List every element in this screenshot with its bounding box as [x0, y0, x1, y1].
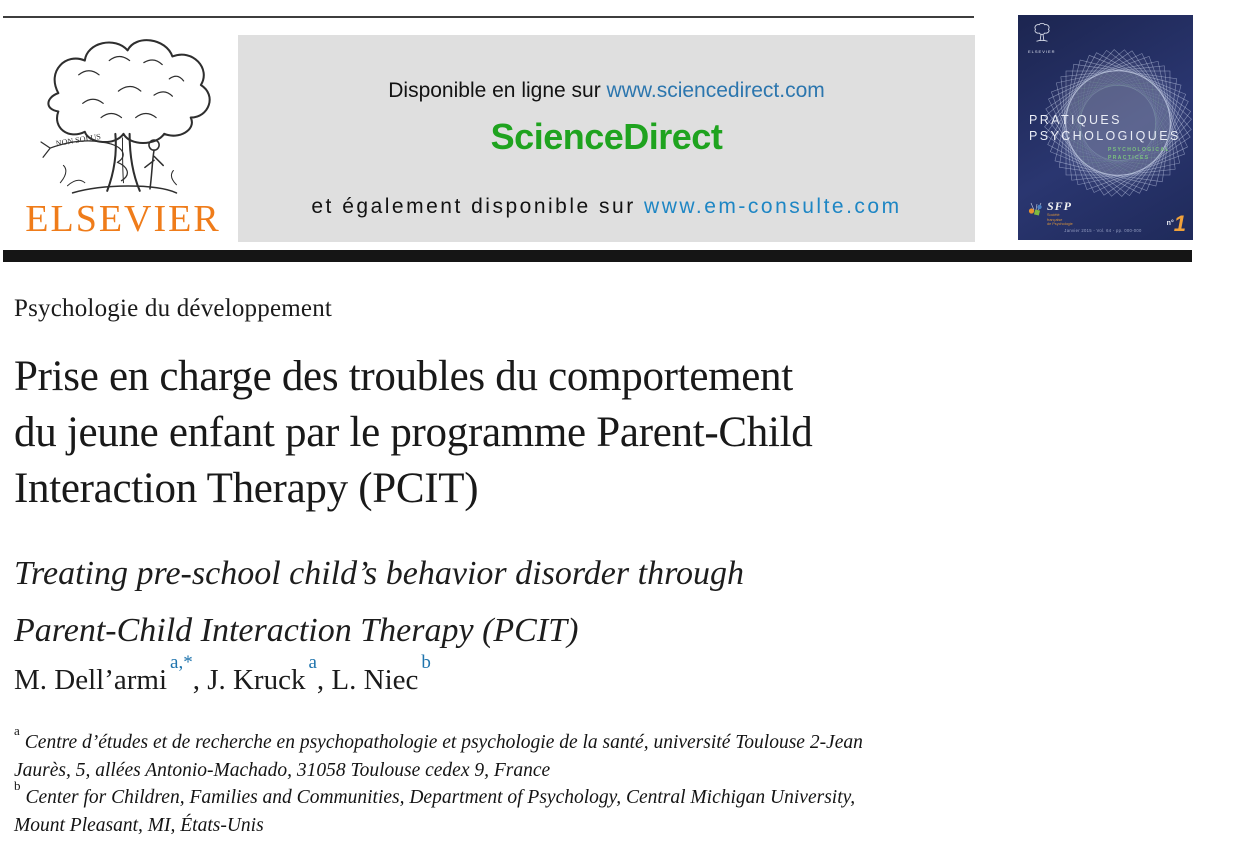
affiliation: $^b$Center for Children, Families and Communities, Department of Psychology, Central Michigan University, Mount Pleasant, MI, États-Unis	[14, 777, 856, 836]
availability-line-1	[238, 79, 975, 103]
issue-number-label: n°	[1166, 220, 1174, 227]
section-heading: Psychologie du développement	[14, 295, 333, 322]
availability-line-2	[238, 195, 975, 219]
article-title-fr-line3: Interaction Therapy (PCIT)	[14, 465, 479, 512]
availability-line-2-text: et également disponible sur	[311, 195, 645, 218]
cover-journal-title-line1: PRATIQUES	[1029, 113, 1122, 127]
em-consulte-link[interactable]: www.em-consulte.com	[644, 195, 902, 218]
sfp-mark-icon	[1027, 200, 1045, 220]
article-title-en-line2: Parent-Child Interaction Therapy (PCIT)	[14, 612, 579, 649]
author: M. Dell’armi$^{a,*}$	[14, 652, 193, 696]
cover-journal-title	[1029, 113, 1181, 144]
cover-publisher-label: ELSEVIER	[1028, 49, 1056, 54]
sciencedirect-wordmark: ScienceDirect	[490, 116, 723, 157]
article-title-en	[14, 545, 944, 659]
elsevier-tree-logo	[21, 30, 226, 198]
top-rule	[3, 16, 974, 18]
affiliation-list	[14, 722, 1014, 839]
cover-issue-info: Janvier 2015 - Vol. 64 - pp. 000-000	[1064, 228, 1142, 233]
availability-line-1-text: Disponible en ligne sur	[388, 79, 607, 102]
sfp-logo	[1027, 200, 1073, 227]
article-title-fr-line1: Prise en charge des troubles du comportement	[14, 353, 793, 400]
cover-elsevier-tree-icon	[1031, 22, 1053, 44]
sciencedirect-link[interactable]: www.sciencedirect.com	[606, 79, 825, 102]
cover-elsevier-logo	[1028, 22, 1056, 54]
elsevier-logo-block	[12, 30, 234, 238]
article-title-fr-line2: du jeune enfant par le programme Parent-Child	[14, 409, 813, 456]
divider-bar	[3, 250, 1192, 262]
author: J. Kruck$^a$	[207, 652, 317, 696]
availability-banner	[238, 35, 975, 242]
author-list: M. Dell’armi$^{a,*}$, J. Kruck$^a$, L. Niec$^b$	[14, 652, 431, 696]
elsevier-wordmark: ELSEVIER	[25, 198, 221, 240]
article-title-fr	[14, 349, 1004, 517]
author: L. Niec$^b$	[331, 652, 431, 696]
cover-journal-title-line2: PSYCHOLOGIQUES	[1029, 128, 1181, 143]
issue-number-value: 1	[1173, 211, 1185, 236]
affiliation: $^a$Centre d’études et de recherche en psychopathologie et psychologie de la santé, université Toulouse 2-Jean Jaurès, 5, allées Antonio-Machado, 31058 Toulouse cedex 9, France	[14, 722, 863, 781]
article-title-en-line1: Treating pre-school child’s behavior disorder through	[14, 555, 745, 592]
cover-journal-subtitle-line2: PRACTICES	[1108, 154, 1150, 161]
cover-issue-number	[1167, 211, 1185, 237]
sfp-society-name: Société française de Psychologie	[1047, 213, 1073, 227]
cover-journal-subtitle	[1108, 147, 1170, 162]
sfp-abbr: SFP	[1047, 199, 1073, 213]
cover-journal-subtitle-line1: PSYCHOLOGICAL	[1108, 147, 1170, 153]
elsevier-motto: NON SOLUS	[54, 132, 101, 149]
journal-cover	[1018, 15, 1193, 240]
